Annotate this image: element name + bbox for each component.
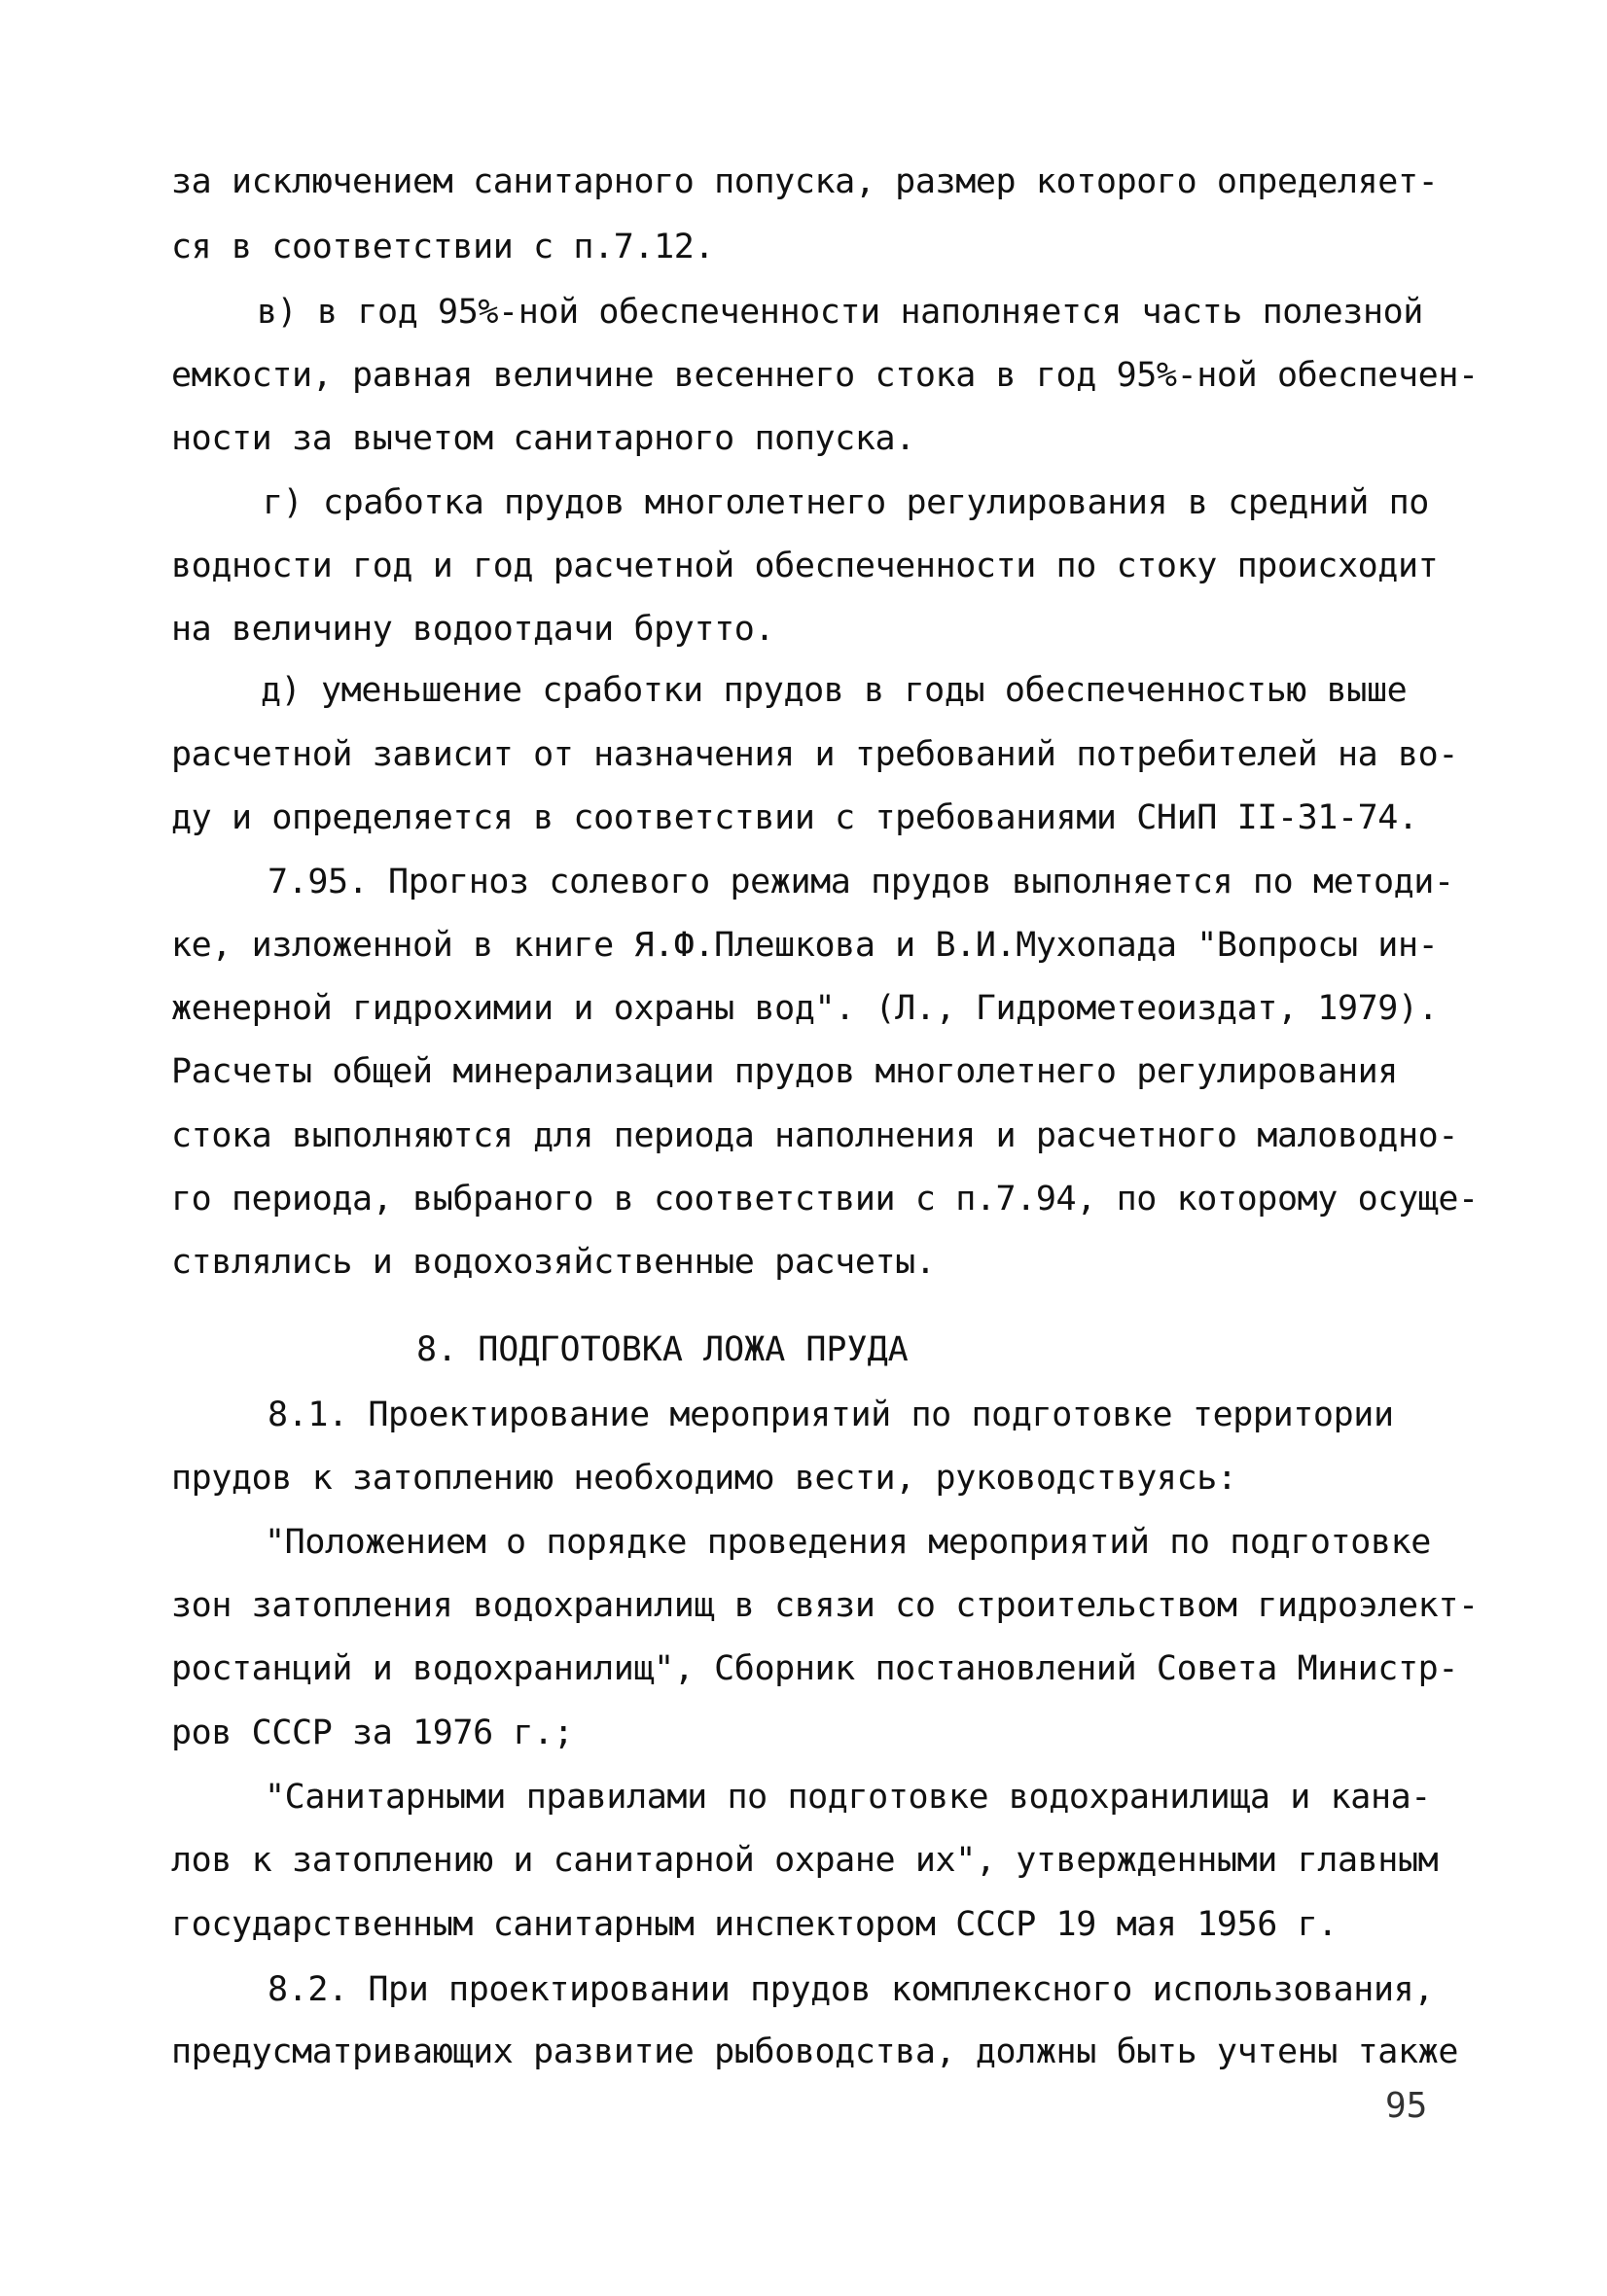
text-line: расчетной зависит от назначения и требований потребителей на во-: [171, 735, 1458, 774]
text-line: за исключением санитарного попуска, размер которого определяет-: [171, 162, 1439, 201]
text-line: "Положением о порядке проведения мероприятий по подготовке: [265, 1523, 1431, 1562]
text-line: на величину водоотдачи брутто.: [171, 610, 775, 649]
text-line: ся в соответствии с п.7.12.: [171, 228, 715, 266]
text-line: ности за вычетом санитарного попуска.: [171, 419, 915, 458]
text-line: 7.95. Прогноз солевого режима прудов выполняется по методи-: [268, 863, 1454, 901]
text-line: ствлялись и водохозяйственные расчеты.: [171, 1243, 936, 1282]
text-line: ров СССР за 1976 г.;: [171, 1713, 574, 1752]
text-line: прудов к затоплению необходимо вести, руководствуясь:: [171, 1459, 1237, 1498]
text-line: Расчеты общей минерализации прудов многолетнего регулирования: [171, 1052, 1398, 1091]
text-line: водности год и год расчетной обеспеченности по стоку происходит: [171, 547, 1439, 585]
text-line: д) уменьшение сработки прудов в годы обеспеченностью выше: [261, 671, 1408, 710]
section-heading: 8. ПОДГОТОВКА ЛОЖА ПРУДА: [416, 1330, 909, 1369]
page-number: 95: [1385, 2086, 1428, 2126]
text-line: "Санитарными правилами по подготовке водохранилища и кана-: [265, 1778, 1431, 1817]
text-line: в) в год 95%-ной обеспеченности наполняется часть полезной: [257, 293, 1423, 332]
text-line: ду и определяется в соответствии с требованиями СНиП II-31-74.: [171, 798, 1418, 837]
text-line: ростанций и водохранилищ", Сборник постановлений Совета Министр-: [171, 1649, 1458, 1688]
text-line: го периода, выбраного в соответствии с п.7.94, по которому осуще-: [171, 1180, 1479, 1219]
text-line: 8.2. При проектировании прудов комплексного использования,: [268, 1970, 1434, 2009]
text-line: зон затопления водохранилищ в связи со строительством гидроэлект-: [171, 1586, 1479, 1625]
text-line: государственным санитарным инспектором СССР 19 мая 1956 г.: [171, 1905, 1338, 1944]
text-line: емкости, равная величине весеннего стока в год 95%-ной обеспечен-: [171, 356, 1479, 395]
text-line: ке, изложенной в книге Я.Ф.Плешкова и В.И.Мухопада "Вопросы ин-: [171, 926, 1439, 965]
text-line: женерной гидрохимии и охраны вод". (Л., Гидрометеоиздат, 1979).: [171, 989, 1439, 1028]
text-line: г) сработка прудов многолетнего регулирования в средний по: [263, 483, 1429, 522]
text-line: лов к затоплению и санитарной охране их", утвержденными главным: [171, 1841, 1439, 1880]
text-line: 8.1. Проектирование мероприятий по подготовке территории: [268, 1395, 1394, 1434]
text-line: предусматривающих развитие рыбоводства, должны быть учтены также: [171, 2032, 1458, 2071]
text-line: стока выполняются для периода наполнения и расчетного маловодно-: [171, 1116, 1458, 1155]
